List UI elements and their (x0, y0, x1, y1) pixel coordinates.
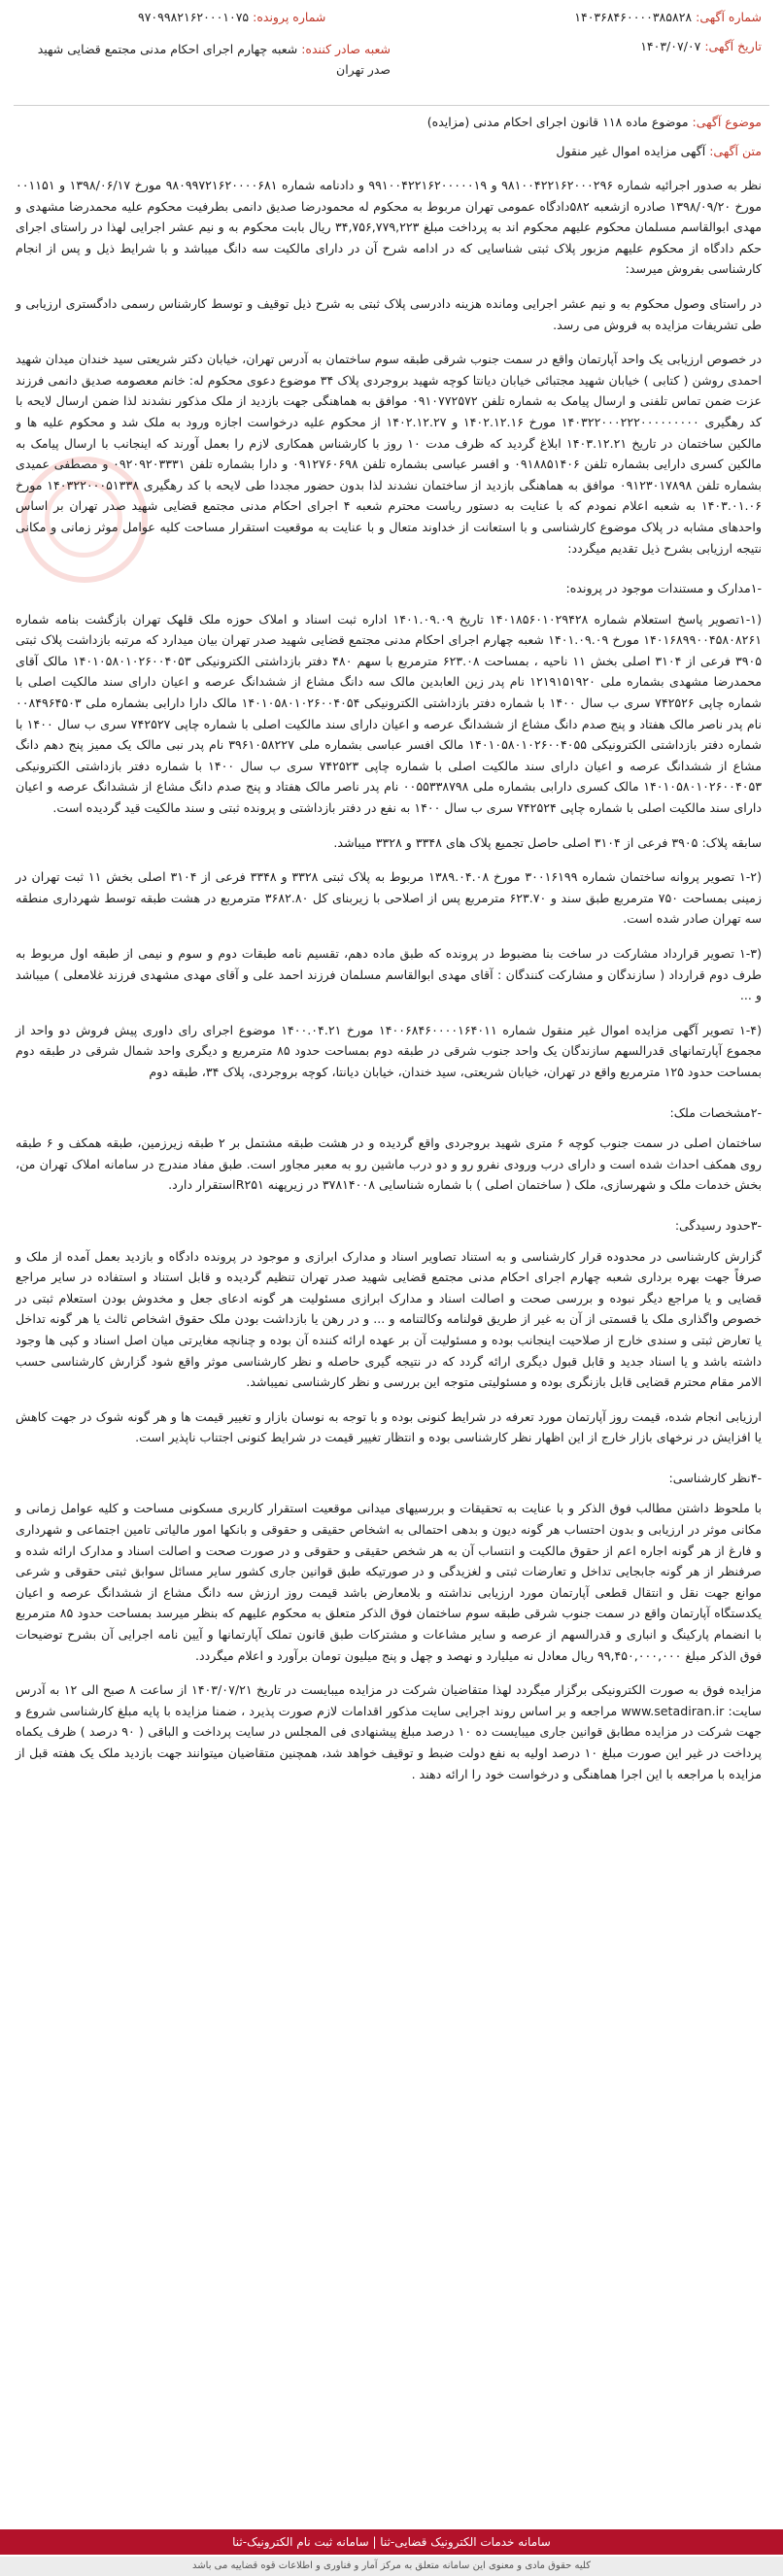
review-text-1: گزارش کارشناسی در محدوده قرار کارشناسی و به استناد تصاویر اسناد و مدارک ابرازی و موجود در پرونده دادگاه و بازدید بعمل آمده از ملک و صرفاً جهت بهره برداری شعبه چهارم اجرای احکام مدنی مجتمع قضایی شهید صدر تهران تنظیم گردیده و قابل استناد و استفاده در سایر مراجع قضایی و یا مراجع دیگر نبوده و بررسی صحت و اصالت اسناد و مدارک ابرازی مسئولیت هر گونه ادعای جعل و مخدوش بودن استعلام ثبتی در خصوص واگذاری ملک یا قسمتی از آن به غیر از طریق قولنامه وکالتنامه و ... و در رهن یا بازداشت بودن ملک حقوق اشخاص ثالث یا هر گونه تداخل یا تعارض ثبتی و سندی خارج از صلاحیت اینجانب بوده و مسئولیت آن بر عهده ارائه کننده آن بوده و چنانچه مغایرتی میان اصل اسناد و کپی ها وجود داشته باشد و یا اسناد جدید و قابل قبول دیگری ارائه گردد که در نتیجه گیری حاصله و نظر کارشناسی موثر واقع شود گزارش کارشناسی حسب الامر مقام محترم قضایی قابل بازنگری بوده و مسئولیتی متوجه این بررسی و نظر کارشناسی نمیباشد. (16, 1248, 762, 1390)
docs-heading: -۱مدارک و مستندات موجود در پرونده: (565, 581, 762, 596)
footer-copyright (0, 2557, 783, 2576)
ad-subject (427, 115, 762, 129)
branch-value: شعبه چهارم اجرای احکام مدنی مجتمع قضایی شهید صدر تهران (37, 42, 391, 77)
paragraph-execution: نظر به صدور اجرائیه شماره ۹۸۱۰۰۴۲۲۱۶۲۰۰۰۲۹۶ و ۹۹۱۰۰۴۲۲۱۶۲۰۰۰۰۰۱۹ و دادنامه شماره ۹۸۰۹۹۷۲۱۶۲۰۰۰۰۶۸۱ مورخ ۱۳۹۸/۰۶/۱۷ و ۰۰۱۱۵۱ مورخ ۱۳۹۸/۰۹/۲۰ صادره ازشعبه ۵۸۲دادگاه عمومی تهران مربوط به محکوم له محمودرضا صدیق دانمی بطرفیت محکوم علیه محمدرضا مشهدی و مهدی ابوالقاسم مسلمان محکوم علیهم محکوم اند به پرداخت مبلغ ۳۴,۷۵۶,۷۷۹,۲۲۳ ریال بابت محکوم به و نیم عشر اجرایی لهذا در راستای اجرای حکم دادگاه از محکوم علیهم مزبور پلاک ثبتی شناسایی که در ادامه شرح آن در دارای مالکیت سه دانگ میباشد و با شرایط ذیل و پس از انجام کارشناسی بفروش میرسد: (16, 178, 763, 277)
specs-text: ساختمان اصلی در سمت جنوب کوچه ۶ متری شهید بروجردی واقع گردیده و در هشت طبقه مشتمل بر ۲ طبقه زیرزمین، طبقه همکف و ۶ طبقه روی همکف احداث شده است و دارای درب ورودی نفرو رو و دو درب ماشین رو به معبر مجاور است. طبق مفاد مندرج در سامانه املاک تهران من، بخش خدمات ملک و شهرسازی، ملک ( ساختمان اصلی ) با شماره شناسایی ۳۷۸۱۴۰۰۸ در زیرپهنه R۲۵۱استقرار دارد. (16, 1135, 762, 1193)
doc-item-1: (۱-۱تصویر پاسخ استعلام شماره ۱۴۰۱۸۵۶۰۱۰۲۹۴۲۸ تاریخ ۱۴۰۱.۰۹.۰۹ اداره ثبت اسناد و املاک حوزه ملک قلهک تهران بازگشت بنامه شماره ۱۴۰۱۶۸۹۹۰۰۴۵۸۰۸۲۶۱ مورخ ۱۴۰۱.۰۹.۰۹ شعبه چهارم اجرای احکام مدنی مجتمع قضایی شهید صدر تهران بیان میدارد که مرتبه بازداشت پلاک ثبتی ۳۹۰۵ فرعی از ۳۱۰۴ اصلی بخش ۱۱ ناحیه ، بمساحت ۶۲۳.۰۸ مترمربع با سهم ۴۸۰ دفتر بازداشتی الکترونیکی ۱۴۰۱۰۵۸۰۱۰۲۶۰۰۴۰۵۳ مالک آقای محمدرضا مشهدی بشماره ملی ۱۲۱۹۱۵۱۹۲۰ نام پدر زین العابدین مالک سه دانگ مشاع از ششدانگ عرصه و اعیان دارای سند مالکیت اصلی با شماره چاپی ۷۴۲۵۲۶ سری ب سال ۱۴۰۰ با شماره دفتر بازداشتی الکترونیکی ۱۴۰۱۰۵۸۰۱۰۲۶۰۰۴۰۵۴ مالک دارا دارابی بشماره ملی ۰۰۸۴۹۶۴۵۰۳ نام پدر ناصر مالک هفتاد و پنج صدم دانگ مشاع از ششدانگ عرصه و اعیان دارای سند مالکیت اصلی با شماره چاپی ۷۴۲۵۲۷ سری ب سال ۱۴۰۰ با شماره دفتر بازداشتی الکترونیکی ۱۴۰۱۰۵۸۰۱۰۲۶۰۰۴۰۵۵ مالک افسر عباسی بشماره ملی ۳۹۶۱۰۵۸۲۲۷ نام پدر نبی مالک یک ممیز پنج دهم دانگ مشاع از ششدانگ عرصه و اعیان دارای سند مالکیت اصلی با شماره چاپی ۷۴۲۵۲۳ سری ب سال ۱۴۰۰ با شماره دفتر بازداشتی الکترونیکی ۱۴۰۱۰۵۸۰۱۰۲۶۰۰۴۰۵۳ مالک کسری دارابی بشماره ملی ۰۰۵۵۳۳۸۷۹۸ نام پدر ناصر مالک هفتاد و پنج صدم دانگ مشاع از ششدانگ عرصه و اعیان دارای سند مالکیت اصلی با شماره چاپی ۷۴۲۵۲۴ سری ب سال ۱۴۰۰ به نفع در دفتر بازداشتی و پرونده ثبتی و سند مالکیت قید گردیده است. (16, 611, 763, 816)
doc-item-3: (۱-۳ تصویر قرارداد مشارکت در ساخت بنا مضبوط در پرونده که طبق ماده دهم، تقسیم نامه طبقات دوم و سوم و نیمی از طبقه اول مربوط به طرف دوم قرارداد ( سازندگان و مشارکت کنندگان : آقای مهدی ابوالقاسم مسلمان فرزند احمد علی و آقای مهدی مشهدی فرزند غلامعلی ) میباشد و ... (16, 946, 762, 1003)
footer-bar-text[interactable]: سامانه خدمات الکترونیک قضایی-ثنا | سامانه ثبت نام الکترونیک-ثنا (232, 2535, 551, 2549)
file-number-value: ۹۷۰۹۹۸۲۱۶۲۰۰۰۱۰۷۵ (138, 10, 250, 24)
subject-value: موضوع ماده ۱۱۸ قانون اجرای احکام مدنی (مزایده) (426, 115, 689, 129)
review-text-2: ارزیابی انجام شده، قیمت روز آپارتمان مورد تعرفه در شرایط کنونی بوده و با توجه به نوسان بازار و تغییر قیمت ها و هر گونه شوک در جهت کاهش یا افزایش در نرخهای بازار خارج از این اظهار نظر کارشناسی بوده و انتظار تغییر قیمت در شرایط کنونی اجتناب ناپذیر است. (16, 1408, 762, 1445)
doc-item-4: (۱-۴ تصویر آگهی مزایده اموال غیر منقول شماره ۱۴۰۰۶۸۴۶۰۰۰۰۱۶۴۰۱۱ مورخ ۱۴۰۰.۰۴.۲۱ موضوع اجرای رای داوری پیش فروش دو واحد از مجموع آپارتمانهای قدرالسهم سازندگان یک واحد جنوب شرقی در طبقه دوم بمساحت حدود ۸۵ مترمربع و دیگری واحد شمال شرقی در طبقه دوم بمساحت حدود ۱۲۵ مترمربع واقع در تهران، خیابان شریعتی، سید خندان، خیابان دیانتا، کوچه بروجردی، پلاک ۳۴، طبقه دوم (16, 1022, 762, 1079)
opinion-text: با ملحوظ داشتن مطالب فوق الذکر و با عنایت به تحقیقات و بررسیهای میدانی موقعیت استقرار کاربری مسکونی مساحت و کلیه عوامل زمانی و مکانی موثر در ارزیابی و بدون احتساب هر گونه دیون و بدهی احتمالی به اشخاص حقیقی و حقوقی و بانکها امور مالیاتی تامین اجتماعی و شهرداری و فارغ از هر گونه اجاره اعم از حقوق مالکیت و انتساب آن به هر شخص حقیقی و حقوقی و در صورت صحت و اصالت اسناد و مدارک ارائه شده و صرفنظر از هر گونه جابجایی تداخل و تعارضات ثبتی و لغزیدگی و در صورتیکه طبق قوانین جاری کشور سایر مسائل سوابق ثبتی حقوقی و شرعی موانع جهت نقل و انتقال قطعی آپارتمان مورد ارزیابی نداشته و بلامعارض باشد قیمت روز ارزش سه دانگ مشاع از ششدانگ عرصه و اعیان یکدستگاه آپارتمان واقع در سمت جنوب شرقی طبقه سوم ساختمان فوق الذکر متعلق به محکوم علیهم که بنظر میرسد بمساحت حدود ۸۵ مترمربع با انضمام پارکینگ و انباری و قدرالسهم از عرصه و سایر مشاعات و مشترکات طبق قانون تملک آپارتمانها و آیین نامه اجرایی آن بشرح توضیحات فوق الذکر مبلغ ۹۹,۴۵۰,۰۰۰,۰۰۰ ریال معادل نه میلیارد و نهصد و چهل و پنج میلیون تومان برآورد و اعلام میگردد. (16, 1501, 762, 1663)
auction-text: مزایده فوق به صورت الکترونیکی برگزار میگردد لهذا متقاضیان شرکت در مزایده میبایست در تاریخ ۱۴۰۳/۰۷/۲۱ از ساعت ۸ صبح الی ۱۲ به آدرس سایت: www.setadiran.ir مراجعه و بر اساس روند اجرایی سایت مذکور اقدامات لازم صورت پذیرد ، ضمنا مزایده با پایه مبلغ کارشناسی شروع و جهت شرکت در مزایده مطابق قوانین جاری میبایست ده ۱۰ درصد مبلغ پیشنهادی فی المجلس در سایت پرداخت و الباقی ( ۹۰ درصد ) ظرف یکماه پرداخت در غیر این صورت مبلغ ۱۰ درصد اولیه به نفع دولت ضبط و توقیف خواهد شد، همچنین متقاضیان میتوانند جهت بازدید ملک یک هفته قبل از مزایده با مراجعه با این اجرا هماهنگی و درخواست خود را ارائه دهند . (16, 1682, 762, 1781)
ad-header (21, 10, 762, 99)
review-heading: -۳حدود رسیدگی: (674, 1217, 762, 1233)
subject-label: موضوع آگهی: (692, 115, 762, 129)
ad-number-field (574, 10, 762, 24)
specs-heading: -۲مشخصات ملک: (669, 1104, 762, 1120)
ad-date-label: تاریخ آگهی: (704, 39, 762, 53)
ad-number-value: ۱۴۰۳۶۸۴۶۰۰۰۰۳۸۵۸۲۸ (574, 10, 693, 24)
file-number-label: شماره پرونده: (253, 10, 326, 24)
branch-label: شعبه صادر کننده: (301, 42, 391, 56)
paragraph-assessment: در خصوص ارزیابی یک واحد آپارتمان واقع در سمت جنوب شرقی طبقه سوم ساختمان به آدرس تهران، خیابان دکتر شریعتی سید خندان میدان شهید احمدی روشن ( کتابی ) خیابان شهید مجتبائی خیابان دیانتا کوچه شهید بروجردی پلاک ۳۴ موضوع دعوی محکوم له: خانم معصومه صدیق دانمی فرزند عزت ضمن تماس تلفنی و ارسال پیامک به شماره تلفن ۰۹۱۰۷۷۲۵۷۲ موافق به هماهنگی جهت بازدید از ملک مذکور نشدند لذا ضمن ارسال لایحه با کد رهگیری ۱۴۰۳۲۲۰۰۰۲۲۲۰۰۰۰۰۰۰۰۰ مورخ ۱۴۰۲.۱۲.۱۶ و ۱۴۰۲.۱۲.۲۷ از محکوم علیه درخواست اجازه ورود به ملک شد و محکوم علیه ها و مالکین ساختمان در تاریخ ۱۴۰۳.۱۲.۲۱ ابلاغ گردید که ظرف مدت ۱۰ روز با کارشناس همکاری لازم را بعمل آورند که اینجانب با ارسال پیامک به مالکین کسری دارایی بشماره تلفن ۰۹۱۸۸۵۱۴۰۶ و افسر عباسی بشماره تلفن ۰۹۱۲۷۶۰۶۹۸ و دارا بشماره تلفن ۰۹۲۰۹۲۰۳۳۳۱ و مصطفی عمیدی بشماره تلفن ۰۹۱۲۳۰۱۷۸۹۸ موافق به هماهنگی بازدید از ساختمان نشدند لذا بدون حضور مجددا طی لایحه با کد رهگیری ۱۴۰۳۲۲۰۰۰۵۱۳۳۸ مورخ ۱۴۰۳.۰۱.۰۶ به شعبه اعلام نمودم که با عنایت به دستور ریاست محترم شعبه ۴ اجرای احکام مدنی مجتمع قضایی شهید صدر تهران بر اساس واحدهای مشابه در پلاک موضوع کارشناسی و با استعانت از خداوند متعال و با عنایت به موقعیت استقرار مساحت کلیه عوامل موثر زمانی و مکانی نتیجه ارزیابی بشرح ذیل تقدیم میگردد: (16, 352, 762, 556)
opinion-heading: -۴نظر کارشناسی: (668, 1470, 762, 1485)
ad-date-value: ۱۴۰۳/۰۷/۰۷ (640, 39, 701, 53)
ad-date-field (640, 39, 762, 53)
doc-item-1-note: سابقه پلاک: ۳۹۰۵ فرعی از ۳۱۰۴ اصلی حاصل تجمیع پلاک های ۳۳۴۸ و ۳۳۲۸ میباشد. (333, 834, 762, 850)
branch-field (21, 39, 391, 80)
paragraph-collection: در راستای وصول محکوم به و نیم عشر اجرایی ومانده هزینه دادرسی پلاک ثبتی به شرح ذیل توقیف و توسط کارشناس رسمی دادگستری ارزیابی و طی تشریفات مزایده به فروش می رسد. (16, 295, 762, 332)
doc-item-2: (۱-۲ تصویر پروانه ساختمان شماره ۳۰۰۱۶۱۹۹ مورخ ۱۳۸۹.۰۴.۰۸ مربوط به پلاک ثبتی ۳۳۲۸ و ۳۳۴۸ فرعی از ۳۱۰۴ اصلی بخش ۱۱ ثبت تهران در زمینی بمساحت ۷۵۰ مترمربع طبق سند و ۶۲۳.۷۰ مترمربع پس از اصلاحی با زیربنای کل ۳۶۸۲.۸۰ مترمربع در هشت طبقه توسط شهرداری منطقه سه تهران صادر شده است. (16, 869, 762, 927)
ad-text-title (556, 144, 762, 158)
header-divider (14, 105, 769, 106)
footer-note-text: کلیه حقوق مادی و معنوی این سامانه متعلق به مرکز آمار و فناوری و اطلاعات قوه قضاییه می باشد (192, 2560, 591, 2571)
footer-bar[interactable] (0, 2529, 783, 2555)
text-title: آگهی مزایده اموال غیر منقول (556, 144, 706, 158)
text-label: متن آگهی: (709, 144, 762, 158)
ad-body (16, 175, 762, 1798)
file-number-field (138, 10, 325, 24)
ad-number-label: شماره آگهی: (696, 10, 762, 24)
